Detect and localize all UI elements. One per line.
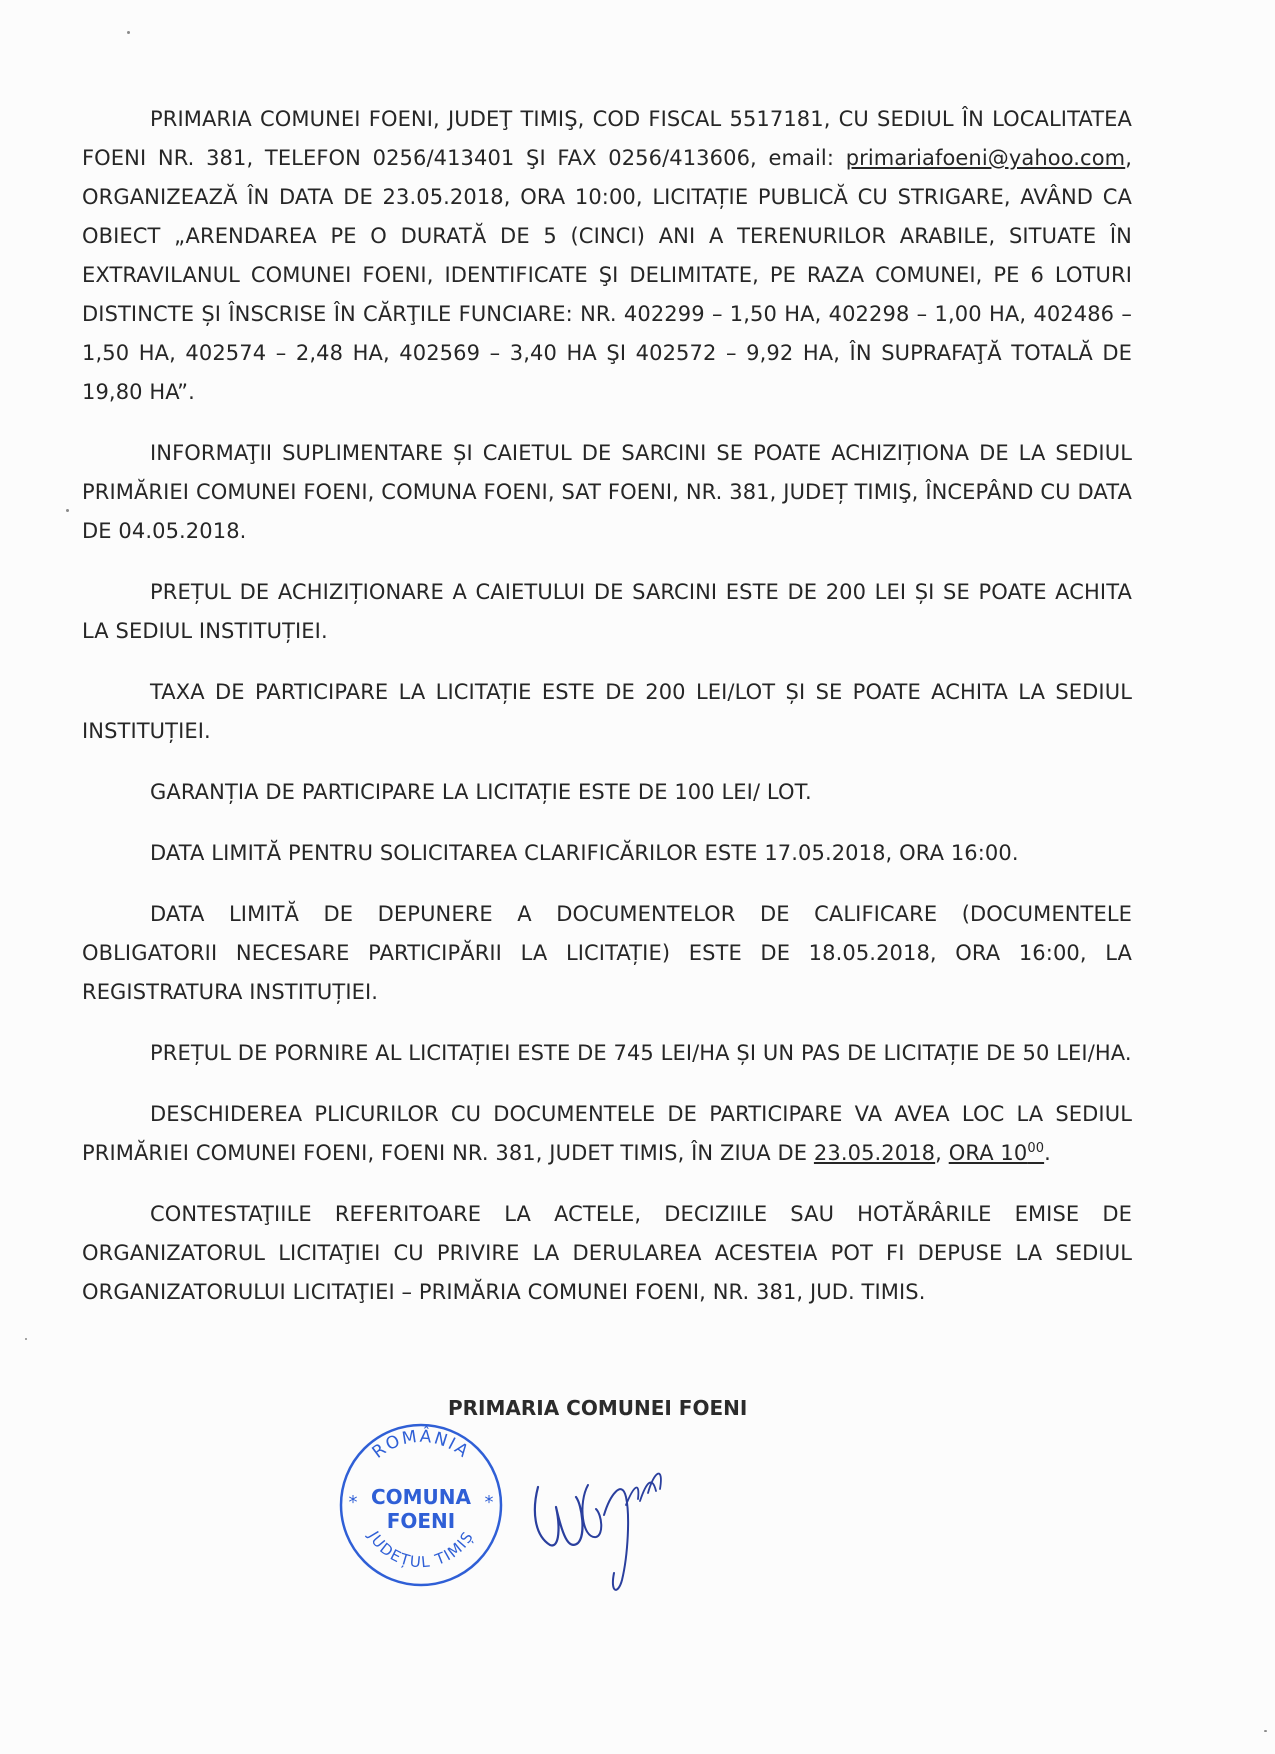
signature-block <box>330 1390 850 1690</box>
email-link[interactable]: primariafoeni@yahoo.com <box>845 146 1126 170</box>
opening-time-text: ORA 10 <box>948 1141 1028 1165</box>
appeals-paragraph: CONTESTAŢIILE REFERITOARE LA ACTELE, DECIZIILE SAU HOTĂRÂRILE EMISE DE ORGANIZATORUL LICITAŢIEI CU PRIVIRE LA DERULAREA ACESTEIA POT FI DEPUSE LA SEDIUL ORGANIZATORULUI LICITAŢIEI – PRIMĂRIA COMUNEI FOENI, NR. 381, JUD. TIMIS. <box>82 1202 1132 1304</box>
paragraph-text: DESCHIDEREA PLICURILOR CU DOCUMENTELE DE PARTICIPARE VA AVEA LOC LA SEDIUL PRIMĂRIEI COMUNEI FOENI, FOENI NR. 381, JUDET TIMIS, ÎN ZIUA DE <box>82 1102 1132 1165</box>
official-stamp <box>336 1420 506 1590</box>
submission-deadline-paragraph: DATA LIMITĂ DE DEPUNERE A DOCUMENTELOR DE CALIFICARE (DOCUMENTELE OBLIGATORII NECESARE PARTICIPĂRII LA LICITAȚIE) ESTE DE 18.05.2018, ORA 16:00, LA REGISTRATURA INSTITUȚIEI. <box>82 902 1132 1004</box>
stamp-star-right: * <box>484 1492 494 1513</box>
scan-speck <box>1264 1730 1267 1732</box>
signatory-organization: PRIMARIA COMUNEI FOENI <box>448 1396 748 1420</box>
handwritten-signature <box>530 1445 680 1595</box>
scan-speck <box>127 31 130 34</box>
paragraph-text: . <box>1044 1141 1051 1165</box>
stamp-center-line2: FOENI <box>386 1509 456 1533</box>
stamp-top-arc-text: ROMÂNIA <box>368 1426 474 1463</box>
opening-time-minutes: 00 <box>1027 1141 1045 1156</box>
guarantee-paragraph: GARANȚIA DE PARTICIPARE LA LICITAȚIE ESTE DE 100 LEI/ LOT. <box>150 780 812 804</box>
paragraph-text: PRIMARIA COMUNEI FOENI, JUDEŢ TIMIŞ, COD FISCAL 5517181, CU SEDIUL ÎN LOCALITATEA FOENI NR. 381, TELEFON 0256/413401 ŞI FAX 0256/413606, email: <box>82 107 1132 170</box>
stamp-bottom-arc-text: JUDEȚUL TIMIȘ <box>364 1527 478 1572</box>
opening-time <box>949 1141 1044 1165</box>
fee-paragraph: TAXA DE PARTICIPARE LA LICITAȚIE ESTE DE 200 LEI/LOT ȘI SE POATE ACHITA LA SEDIUL INSTITUȚIEI. <box>82 680 1132 743</box>
paragraph-text: , ORGANIZEAZĂ ÎN DATA DE 23.05.2018, ORA 10:00, LICITAȚIE PUBLICĂ CU STRIGARE, AVÂND CA OBIECT „ARENDAREA PE O DURATĂ DE 5 (CINCI) ANI A TERENURILOR ARABILE, SITUATE ÎN EXTRAVILANUL COMUNEI FOENI, IDENTIFICATE ŞI DELIMITATE, PE RAZA COMUNEI, PE 6 LOTURI DISTINCTE ȘI ÎNSCRISE ÎN CĂRŢILE FUNCIARE: NR. 402299 – 1,50 HA, 402298 – 1,00 HA, 402486 – 1,50 HA, 402574 – 2,48 HA, 402569 – 3,40 HA ŞI 402572 – 9,92 HA, ÎN SUPRAFAŢĂ TOTALĂ DE 19,80 HA”. <box>82 146 1132 404</box>
opening-paragraph <box>82 1095 1132 1173</box>
scan-speck <box>66 509 69 512</box>
announcement-paragraph <box>82 100 1132 412</box>
price-paragraph: PREȚUL DE ACHIZIȚIONARE A CAIETULUI DE SARCINI ESTE DE 200 LEI ȘI SE POATE ACHITA LA SEDIUL INSTITUȚIEI. <box>82 580 1132 643</box>
scan-speck <box>25 1338 27 1340</box>
info-paragraph: INFORMAŢII SUPLIMENTARE ȘI CAIETUL DE SARCINI SE POATE ACHIZIȚIONA DE LA SEDIUL PRIMĂRIEI COMUNEI FOENI, COMUNA FOENI, SAT FOENI, NR. 381, JUDEȚ TIMIŞ, ÎNCEPÂND CU DATA DE 04.05.2018. <box>82 441 1132 543</box>
opening-date: 23.05.2018 <box>813 1141 936 1165</box>
stamp-center-line1: COMUNA <box>370 1485 472 1509</box>
stamp-star-left: * <box>348 1492 358 1513</box>
clarification-deadline-paragraph: DATA LIMITĂ PENTRU SOLICITAREA CLARIFICĂRILOR ESTE 17.05.2018, ORA 16:00. <box>150 841 1019 865</box>
starting-price-paragraph: PREȚUL DE PORNIRE AL LICITAȚIEI ESTE DE 745 LEI/HA ȘI UN PAS DE LICITAȚIE DE 50 LEI/HA. <box>150 1041 1132 1065</box>
paragraph-text: , <box>935 1141 949 1165</box>
document-body <box>82 100 1132 1334</box>
